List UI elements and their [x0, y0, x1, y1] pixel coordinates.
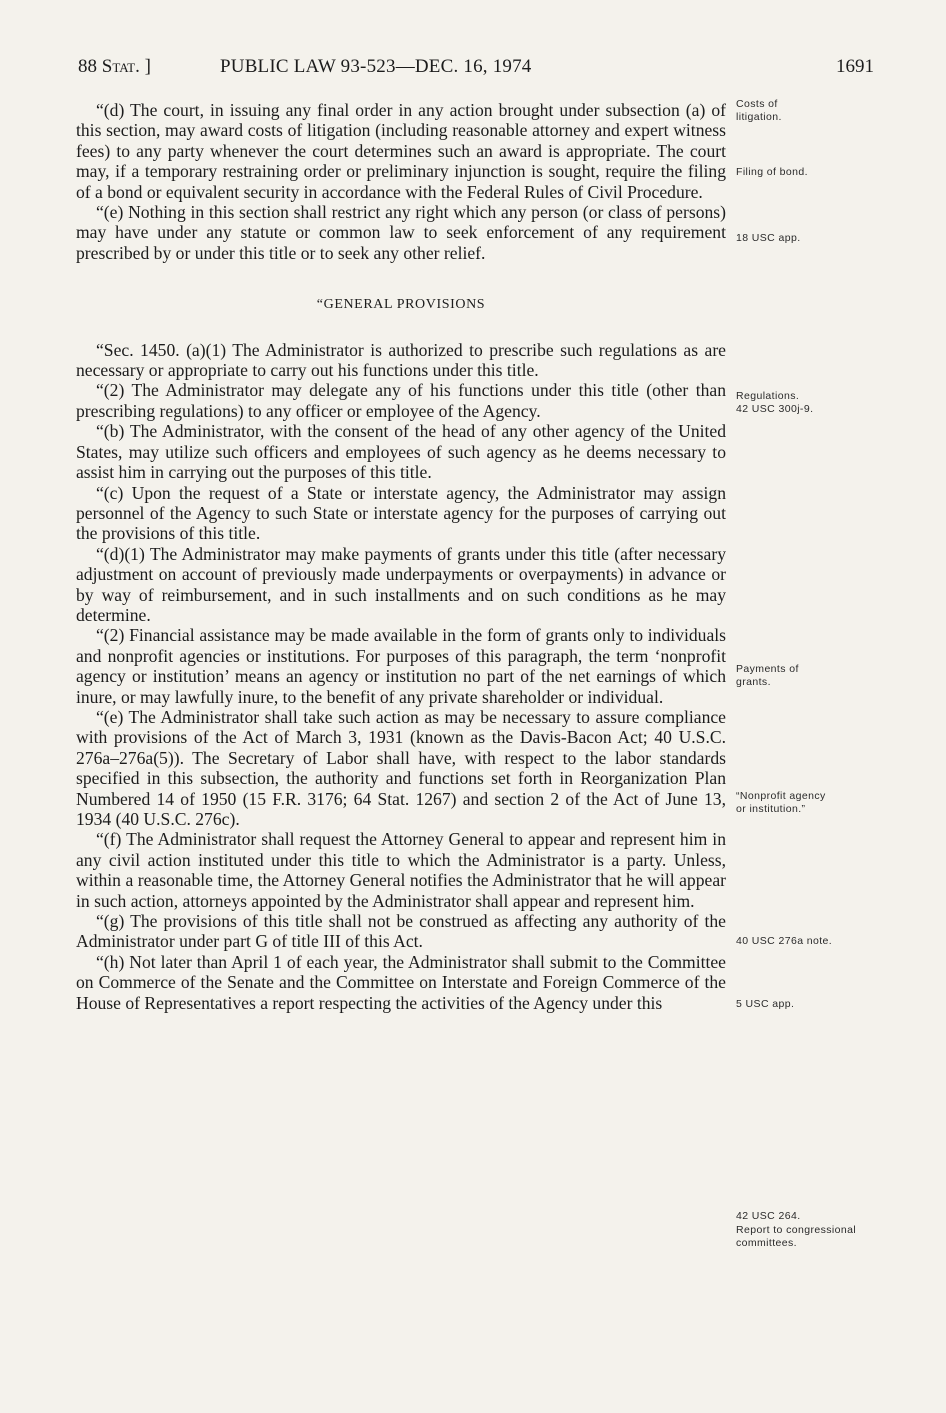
public-law-title: PUBLIC LAW 93-523—DEC. 16, 1974 — [220, 56, 532, 77]
margin-note-nonprofit: “Nonprofit agency or institution.” — [736, 790, 826, 815]
paragraph-a2: “(2) The Administrator may delegate any of his functions under this title (other than prescribing regulations) to any officer or employee of the Agency. — [76, 380, 726, 421]
section-heading: “GENERAL PROVISIONS — [316, 297, 486, 313]
margin-note-costs: Costs of litigation. — [736, 98, 782, 123]
margin-note-18-usc: 18 USC app. — [736, 232, 801, 244]
page-number: 1691 — [836, 56, 874, 77]
paragraph-b: “(b) The Administrator, with the consent of the head of any other agency of the United States, may utilize such officers and employees of such agency as he deems necessary to assist him in carrying out the purposes of this title. — [76, 421, 726, 483]
main-text — [76, 100, 726, 1013]
paragraph-d1: “(d)(1) The Administrator may make payments of grants under this title (after necessary adjustment on account of previously made underpayments or overpayments) in advance or by way of reimbursement, and in such installments and on such conditions as he may determine. — [76, 543, 726, 625]
margin-note-40-usc: 40 USC 276a note. — [736, 935, 833, 947]
margin-note-42-usc-264: 42 USC 264. — [736, 1210, 801, 1222]
margin-note-report: Report to congressional committees. — [736, 1224, 857, 1249]
paragraph-g: “(g) The provisions of this title shall not be construed as affecting any authority of the Administrator under part G of title III of this Act. — [76, 911, 726, 952]
paragraph-d2: “(2) Financial assistance may be made available in the form of grants only to individuals and nonprofit agencies or institutions. For purposes of this paragraph, the term ‘nonprofit agency or institution’ means an agency or institution no part of the net earnings of which inure, or may lawfully inure, to the benefit of any private shareholder or individual. — [76, 625, 726, 707]
paragraph-c: “(c) Upon the request of a State or interstate agency, the Administrator may assign personnel of the Agency to such State or interstate agency for the purposes of carrying out the provisions of this title. — [76, 482, 726, 544]
page-header — [78, 56, 878, 82]
margin-note-regulations: Regulations. — [736, 390, 800, 402]
paragraph-e-relief: “(e) Nothing in this section shall restrict any right which any person (or class of persons) may have under any statute or common law to seek enforcement of any requirement prescribed by or under this title or to seek any other relief. — [76, 202, 726, 263]
paragraph-e: “(e) The Administrator shall take such action as may be necessary to assure compliance with provisions of the Act of March 3, 1931 (known as the Davis-Bacon Act; 40 U.S.C. 276a–276a(5)). The Secretary of Labor shall have, with respect to the labor standards specified in this subsection, the authority and functions set forth in Reorganization Plan Numbered 14 of 1950 (15 F.R. 3176; 64 Stat. 1267) and section 2 of the Act of June 13, 1934 (40 U.S.C. 276c). — [76, 706, 726, 829]
paragraph-sec-1450-a1: “Sec. 1450. (a)(1) The Administrator is authorized to prescribe such regulations as are necessary or appropriate to carry out his functions under this title. — [76, 339, 726, 381]
statute-reference: 88 Stat. ] — [78, 56, 151, 77]
margin-note-payments: Payments of grants. — [736, 663, 799, 688]
paragraph-f: “(f) The Administrator shall request the Attorney General to appear and represent him in any civil action instituted under this title to which the Administrator is a party. Unless, within a reasonable time, the Attorney General notifies the Administrator that he will appear in such action, attorneys appointed by the Administrator shall appear and represent him. — [76, 829, 726, 911]
paragraph-d-costs: “(d) The court, in issuing any final order in any action brought under subsection (a) of this section, may award costs of litigation (including reasonable attorney and expert witness fees) to any party whenever the court determines such an award is appropriate. The court may, if a temporary restraining order or preliminary injunction is sought, require the filing of a bond or equivalent security in accordance with the Federal Rules of Civil Procedure. — [76, 100, 726, 202]
margin-note-filing: Filing of bond. — [736, 166, 808, 178]
margin-note-5-usc: 5 USC app. — [736, 998, 795, 1010]
paragraph-h: “(h) Not later than April 1 of each year, the Administrator shall submit to the Committee on Commerce of the Senate and the Committee on Interstate and Foreign Commerce of the House of Representatives a report respecting the activities of the Agency under this — [76, 951, 726, 1013]
margin-note-42-usc-300j9: 42 USC 300j-9. — [736, 403, 814, 415]
